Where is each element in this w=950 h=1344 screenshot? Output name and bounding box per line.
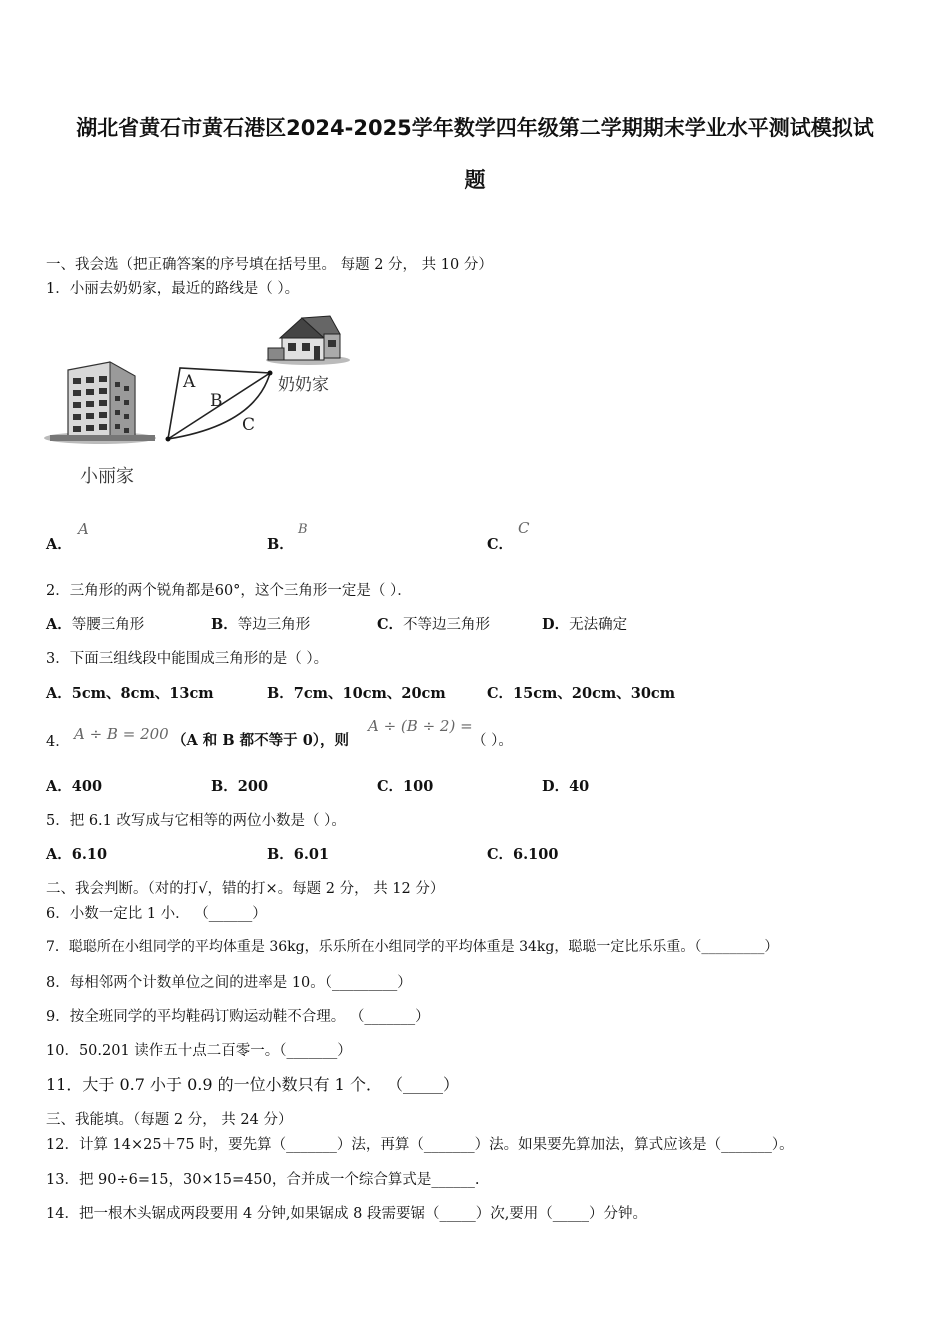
q4-option-d: D．40 <box>542 778 590 795</box>
q5-option-c: C．6.100 <box>487 846 559 863</box>
q5-option-a: A．6.10 <box>46 846 108 863</box>
apartment-building-icon <box>44 362 156 444</box>
q1-option-a-label: A． <box>46 536 72 553</box>
q9-text: 9．按全班同学的平均鞋码订购运动鞋不合理。 （_______） <box>46 1009 430 1025</box>
q1-text: 1．小丽去奶奶家，最近的路线是（ ）。 <box>46 281 300 297</box>
q5-option-b: B．6.01 <box>267 846 330 863</box>
start-point <box>166 437 171 442</box>
q3-option-a: A．5cm、8cm、13cm <box>46 685 214 702</box>
route-label-b: B <box>210 391 223 411</box>
q10-text: 10．50.201 读作五十点二百零一。（_______） <box>46 1043 352 1059</box>
section1-header: 一、我会选（把正确答案的序号填在括号里。 每题 2 分， 共 10 分） <box>46 257 493 273</box>
q4-option-a: A．400 <box>46 778 103 795</box>
q1-option-b-label: B． <box>267 536 294 553</box>
route-figure <box>40 310 370 495</box>
q4-number: 4． <box>46 734 70 750</box>
q2-option-c: C．不等边三角形 <box>377 616 491 633</box>
q6-text: 6．小数一定比 1 小． （______） <box>46 906 267 922</box>
q3-text: 3．下面三组线段中能围成三角形的是（ ）。 <box>46 651 329 667</box>
q1-option-c-label: C． <box>487 536 514 553</box>
q4-formula-1: A ÷ B = 200 <box>74 725 169 743</box>
section3-header: 三、我能填。（每题 2 分， 共 24 分） <box>46 1112 293 1128</box>
page-title-line1: 湖北省黄石市黄石港区2024-2025学年数学四年级第二学期期末学业水平测试模拟试 <box>76 116 874 140</box>
xiaoli-home-label: 小丽家 <box>80 466 134 487</box>
q12-text: 12．计算 14×25＋75 时，要先算（_______）法，再算（_______）法。如果要先算加法，算式应该是（_______）。 <box>46 1137 794 1153</box>
q13-text: 13．把 90÷6=15，30×15=450，合并成一个综合算式是______. <box>46 1172 480 1188</box>
end-point <box>268 371 273 376</box>
q1-option-b-value: B <box>298 522 308 537</box>
q4-option-c: C．100 <box>377 778 434 795</box>
q4-option-b: B．200 <box>211 778 269 795</box>
q1-option-a-value: A <box>78 520 89 538</box>
page-title-line2: 题 <box>464 168 486 192</box>
q7-text: 7．聪聪所在小组同学的平均体重是 36kg，乐乐所在小组同学的平均体重是 34kg，聪聪一定比乐乐重。（_________） <box>46 939 779 955</box>
q2-option-b: B．等边三角形 <box>211 616 311 633</box>
route-label-a: A <box>183 372 196 392</box>
q4-blank: （ ）。 <box>472 733 513 749</box>
q3-option-c: C．15cm、20cm、30cm <box>487 685 676 702</box>
q8-text: 8．每相邻两个计数单位之间的进率是 10。（_________） <box>46 975 412 991</box>
q11-text: 11．大于 0.7 小于 0.9 的一位小数只有 1 个． （_____） <box>46 1075 460 1094</box>
section2-header: 二、我会判断。（对的打√，错的打×。每题 2 分， 共 12 分） <box>46 881 445 897</box>
q1-option-c-value: C <box>518 519 530 537</box>
q4-condition: （A 和 B 都不等于 0），则 <box>172 732 350 749</box>
q2-option-a: A．等腰三角形 <box>46 616 145 633</box>
house-icon <box>266 316 350 365</box>
q5-text: 5．把 6.1 改写成与它相等的两位小数是（ ）。 <box>46 813 346 829</box>
grandma-home-label: 奶奶家 <box>278 375 329 395</box>
q3-option-b: B．7cm、10cm、20cm <box>267 685 446 702</box>
q2-text: 2．三角形的两个锐角都是60°，这个三角形一定是（ ）． <box>46 583 412 599</box>
q4-formula-2: A ÷ (B ÷ 2) = <box>368 717 473 735</box>
route-label-c: C <box>242 415 256 435</box>
q2-option-d: D．无法确定 <box>542 616 628 633</box>
q14-text: 14．把一根木头锯成两段要用 4 分钟,如果锯成 8 段需要锯（_____）次,要用（_____）分钟。 <box>46 1206 648 1222</box>
